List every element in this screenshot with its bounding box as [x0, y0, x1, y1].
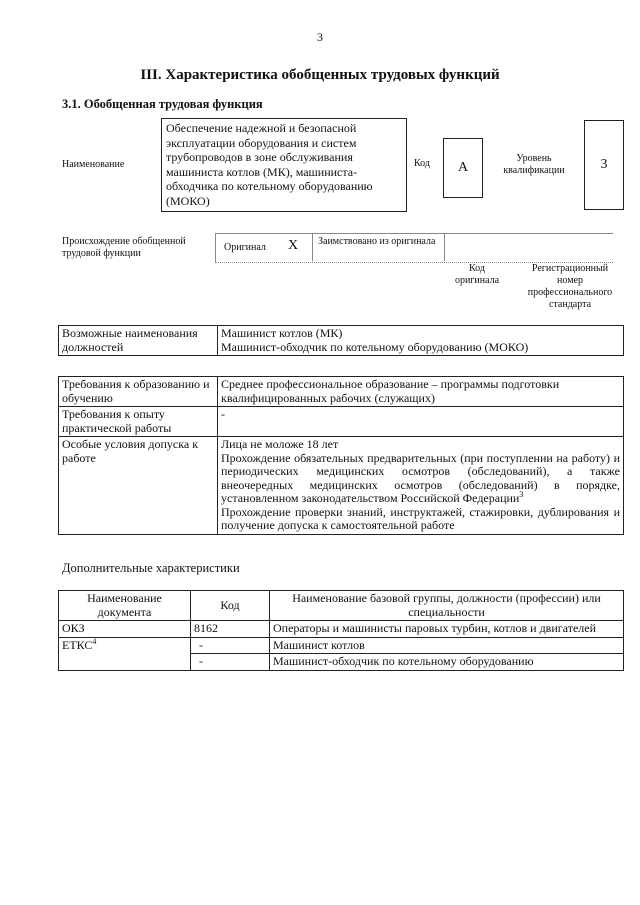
footnote-mark: 4 — [92, 636, 97, 646]
origin-label: Происхождение обобщенной трудовой функции — [62, 236, 186, 259]
level-box: 3 — [584, 120, 624, 210]
name-cell: Машинист котлов — [270, 637, 624, 654]
header-cell: Наименование базовой группы, должности (профессии) или специальности — [270, 591, 624, 621]
subsection-title: 3.1. Обобщенная трудовая функция — [62, 97, 263, 111]
name-cell: Машинист-обходчик по котельному оборудованию — [270, 654, 624, 671]
condition-line — [221, 452, 620, 506]
condition-line: Лица не моложе 18 лет — [221, 437, 339, 451]
position-item: Машинист-обходчик по котельному оборудованию (МОКО) — [221, 339, 529, 354]
code-label: Код — [414, 158, 430, 169]
page-number: 3 — [317, 30, 323, 44]
function-name-box: Обеспечение надежной и безопасной эксплуатации оборудования и систем трубопроводов в зоне обслуживания машиниста котлов (МК), машиниста-обходчика по котельному оборудованию (МОКО) — [161, 118, 407, 212]
additional-table — [58, 590, 624, 671]
positions-table — [58, 325, 624, 356]
doc-cell: ЕТКС$^4$ — [59, 637, 191, 670]
requirement-value: Среднее профессиональное образование – программы подготовки квалифицированных рабочих (служащих) — [218, 377, 624, 407]
code-cell: - — [191, 654, 270, 671]
origin-divider-1 — [312, 233, 313, 261]
level-label: Уровень квалификации — [503, 153, 565, 176]
function-code-box: А — [443, 138, 483, 198]
name-cell: Операторы и машинисты паровых турбин, котлов и двигателей — [270, 621, 624, 638]
origin-divider-2 — [444, 233, 445, 261]
additional-title: Дополнительные характеристики — [62, 561, 240, 575]
requirement-value: - — [218, 407, 624, 437]
reg-number-caption: Регистрационный номер профессионального стандарта — [527, 263, 613, 310]
special-conditions-label: Особые условия допуска к работе — [59, 437, 218, 535]
table-row — [59, 637, 624, 654]
original-label: Оригинал — [224, 242, 266, 253]
name-label: Наименование — [62, 159, 125, 170]
requirement-label: Требования к образованию и обучению — [59, 377, 218, 407]
header-cell: Код — [191, 591, 270, 621]
code-cell: - — [191, 637, 270, 654]
positions-values — [218, 326, 624, 356]
special-conditions-value — [218, 437, 624, 535]
section-title: III. Характеристика обобщенных трудовых функций — [140, 67, 500, 83]
position-item: Машинист котлов (МК) — [221, 326, 343, 340]
original-mark: X — [288, 238, 299, 253]
borrowed-label: Заимствовано из оригинала — [318, 236, 436, 247]
doc-cell: ОКЗ — [59, 621, 191, 638]
code-original-caption: Код оригинала — [454, 263, 500, 286]
condition-line: Прохождение проверки знаний, инструктажей, стажировки, дублирования и получение допуска к самостоятельной работе — [221, 504, 620, 532]
requirement-label: Требования к опыту практической работы — [59, 407, 218, 437]
positions-label: Возможные наименования должностей — [59, 326, 218, 356]
footnote-mark: 3 — [519, 490, 524, 499]
table-row — [59, 621, 624, 638]
condition-text: Прохождение обязательных предварительных (при поступлении на работу) и периодических медицинских осмотров (обследований), а также внеочередных медицинских осмотров (обследований) в порядке, установленном законодательством Российской Федерации — [221, 450, 620, 505]
code-cell: 8162 — [191, 621, 270, 638]
requirements-table — [58, 376, 624, 535]
header-cell: Наименование документа — [59, 591, 191, 621]
